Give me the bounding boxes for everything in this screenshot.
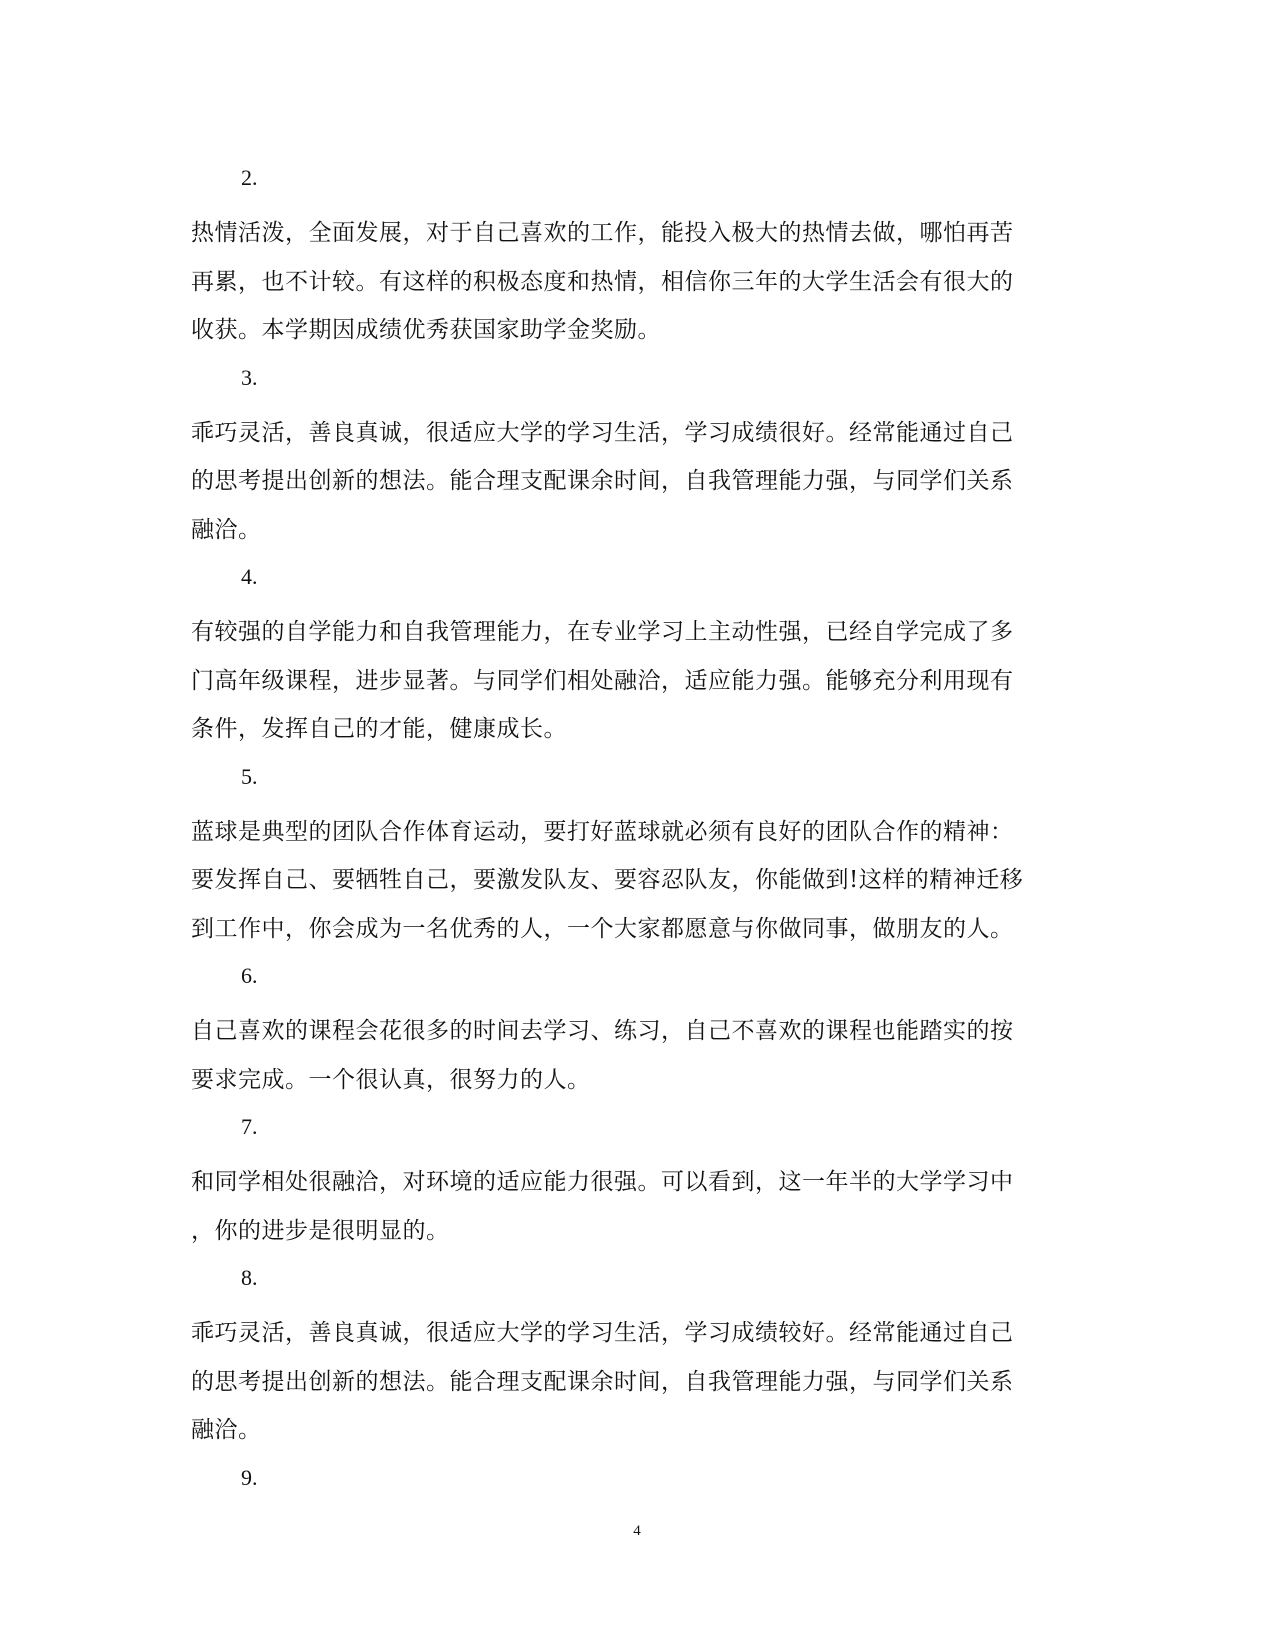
item-number: 7. [241, 1114, 258, 1139]
item-number: 8. [241, 1265, 258, 1290]
item-paragraph: 乖巧灵活，善良真诚，很适应大学的学习生活，学习成绩很好。经常能通过自己 的思考提出创新的想法。能合理支配课余时间，自我管理能力强，与同学们关系 融洽。 [191, 419, 1014, 543]
item-paragraph: 乖巧灵活，善良真诚，很适应大学的学习生活，学习成绩较好。经常能通过自己 的思考提出创新的想法。能合理支配课余时间，自我管理能力强，与同学们关系 融洽。 [191, 1320, 1014, 1443]
item-paragraph: 自己喜欢的课程会花很多的时间去学习、练习，自己不喜欢的课程也能踏实的按 要求完成。一个很认真，很努力的人。 [191, 1018, 1014, 1093]
item-paragraph: 和同学相处很融洽，对环境的适应能力很强。可以看到，这一年半的大学学习中 ，你的进步是很明显的。 [191, 1169, 1014, 1244]
item-number: 9. [241, 1464, 258, 1490]
item-number: 3. [241, 364, 258, 390]
item-paragraph: 热情活泼，全面发展，对于自己喜欢的工作，能投入极大的热情去做，哪怕再苦 再累，也不计较。有这样的积极态度和热情，相信你三年的大学生活会有很大的 收获。本学期因成绩优秀获国家助学金奖励。 [191, 220, 1014, 343]
item-paragraph: 蓝球是典型的团队合作体育运动，要打好蓝球就必须有良好的团队合作的精神： 要发挥自己、要牺牲自己，要激发队友、要容忍队友，你能做到!这样的精神迁移 到工作中，你会成为一名优秀的人，一个大家都愿意与你做同事，做朋友的人。 [191, 818, 1024, 942]
page-number: 4 [633, 1523, 641, 1539]
item-number: 4. [241, 564, 258, 589]
document-body [191, 163, 1091, 1509]
item-number: 6. [241, 963, 258, 988]
item-paragraph: 有较强的自学能力和自我管理能力，在专业学习上主动性强，已经自学完成了多 门高年级课程，进步显著。与同学们相处融洽，适应能力强。能够充分利用现有 条件，发挥自己的才能，健康成长。 [191, 619, 1014, 742]
item-number: 5. [241, 763, 258, 789]
item-number: 2. [241, 165, 258, 190]
